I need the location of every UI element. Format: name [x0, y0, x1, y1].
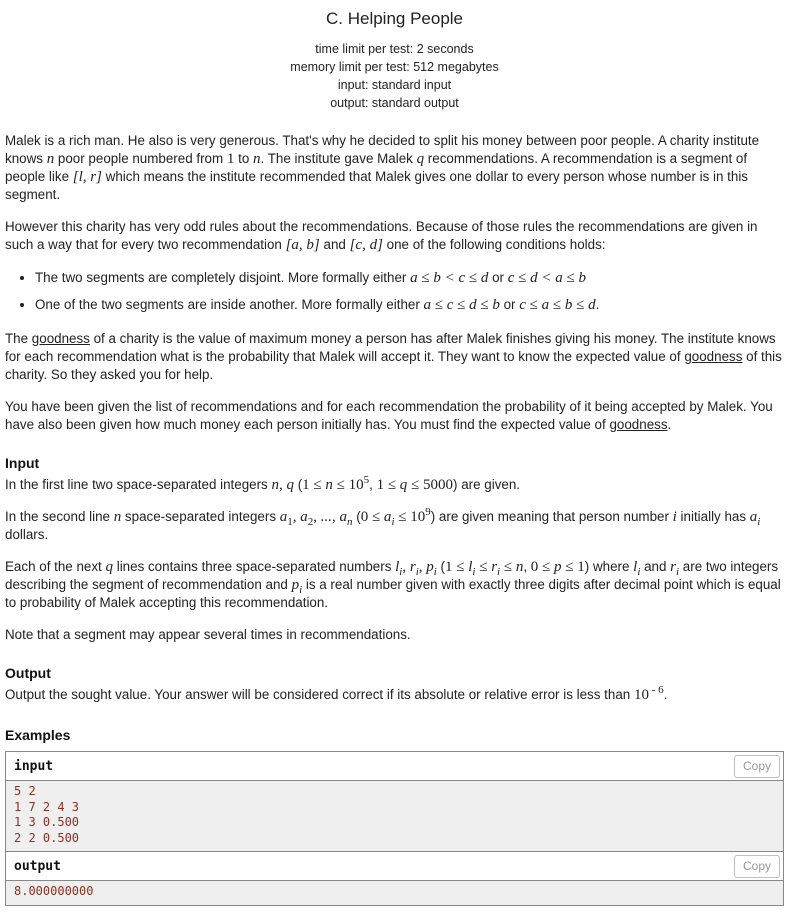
- sample-output-content: 8.000000000: [6, 880, 783, 905]
- sample-output-header: [6, 851, 783, 880]
- input-section-title: Input: [5, 455, 40, 471]
- memory-limit: memory limit per test: 512 megabytes: [290, 60, 499, 74]
- statement-paragraph-3: The goodness of a charity is the value of maximum money a person has after Malek finishes giving his money. The institute knows for each recommendation what is the probability that Malek will accept it. They want to know the expected value of goodness of this charity. So they asked you for help.: [5, 331, 782, 382]
- condition-item-nested: • One of the two segments are inside another. More formally either a ≤ c ≤ d ≤ b or c ≤ a ≤ b ≤ d.: [35, 294, 784, 316]
- input-paragraph-4: Note that a segment may appear several times in recommendations.: [5, 627, 411, 642]
- statement-paragraph-1: Malek is a rich man. He also is very generous. That's why he decided to split his money between poor people. A charity institute knows n poor people numbered from 1 to n. The institute gave Malek q recommendations. A recommendation is a segment of people like [l, r] which means the institute recommended that Malek gives one dollar to every person whose number is in this segment.: [5, 133, 760, 202]
- statement-paragraph-4: You have been given the list of recommendations and for each recommendation the probability of it being accepted by Malek. You have also been given how much money each person initially has. You must find the expected value of goodness.: [5, 399, 773, 432]
- input-paragraph-3: Each of the next q lines contains three space-separated numbers $l_i$, $r_i$, $p_i$ ($1 \le l_i \le r_i \le n$, 0 ≤ p ≤ 1) where $l_i$ and $r_i$ are two integers describing the segment of recommendation and $p_i$ is a real number given with exactly three digits after decimal point which is equal to probability of Malek accepting this recommendation.: [5, 559, 781, 610]
- output-file-spec: output: standard output: [330, 96, 459, 110]
- copy-input-button[interactable]: Copy: [734, 755, 780, 778]
- problem-limits: [5, 40, 784, 112]
- problem-title: C. Helping People: [325, 9, 464, 28]
- examples-section-title: Examples: [5, 727, 71, 743]
- output-section-title: Output: [5, 665, 51, 681]
- sample-output-label: output: [14, 859, 61, 874]
- condition-item-disjoint: • The two segments are completely disjoint. More formally either a ≤ b < c ≤ d or c ≤ d < a ≤ b: [35, 267, 784, 289]
- sample-input-label: input: [14, 759, 54, 774]
- sample-input-header: [6, 752, 783, 780]
- statement-paragraph-2: However this charity has very odd rules about the recommendations. Because of those rules the recommendations are given in such a way that for every two recommendation [a, b] and [c, d] one of the following conditions holds:: [5, 219, 758, 253]
- sample-input-content: 5 2 1 7 2 4 3 1 3 0.500 2 2 0.500: [6, 780, 783, 851]
- input-paragraph-2: In the second line n space-separated integers $a_1$, $a_2$, ..., $a_n$ $(0 \le a_i \le 10^9)$ are given meaning that person number i initially has $a_i$ dollars.: [5, 506, 761, 542]
- input-file-spec: input: standard input: [337, 78, 452, 92]
- problem-body: [5, 132, 784, 906]
- problem-statement-page: [0, 9, 789, 916]
- sample-tests: [5, 751, 784, 906]
- time-limit: time limit per test: 2 seconds: [315, 42, 474, 56]
- input-paragraph-1: In the first line two space-separated integers n, q ($1 \le n \le 10^5$, 1 ≤ q ≤ 5000) are given.: [5, 474, 521, 493]
- output-paragraph-1: Output the sought value. Your answer will be considered correct if its absolute or relative error is less than 10 $^{- 6}$.: [5, 684, 668, 703]
- conditions-list: [5, 267, 784, 316]
- copy-output-button[interactable]: Copy: [734, 855, 780, 878]
